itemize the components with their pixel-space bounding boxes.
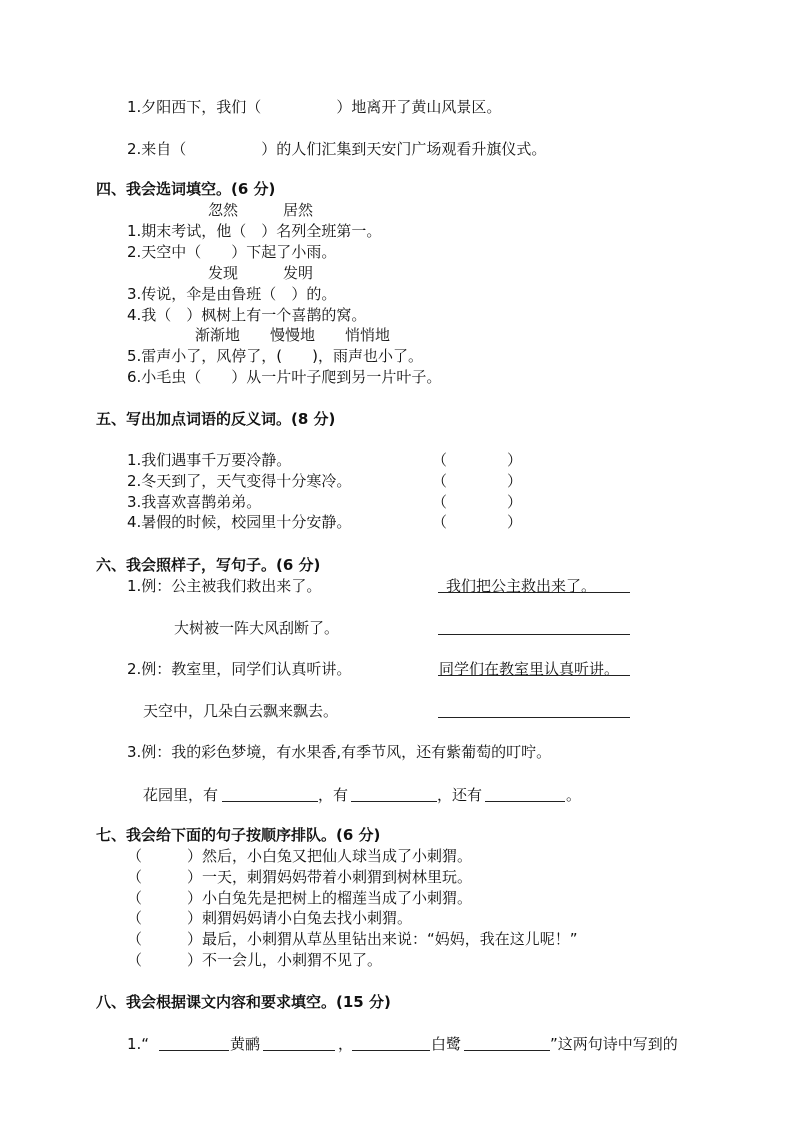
s5-question-1: 1.我们遇事千万要冷静。 bbox=[127, 451, 292, 469]
s4-word-choices-3: 渐渐地 慢慢地 悄悄地 bbox=[195, 326, 391, 344]
s4-question-6: 6.小毛虫（ ）从一片叶子爬到另一片叶子。 bbox=[127, 368, 442, 386]
s6-fill-part-b: ，有 bbox=[318, 786, 349, 804]
section-8-title: 八、我会根据课文内容和要求填空。(15 分) bbox=[96, 993, 391, 1011]
s4-word-choices-2: 发现 发明 bbox=[208, 264, 314, 282]
s6-example-1: 1.例：公主被我们救出来了。 bbox=[127, 577, 322, 595]
s8-q1-part-d: 白鹭 bbox=[431, 1035, 462, 1053]
s4-question-4: 4.我（ ）枫树上有一个喜鹊的窝。 bbox=[127, 306, 367, 324]
s6-example-2-answer: 同学们在教室里认真听讲。 bbox=[439, 660, 620, 678]
s5-question-4: 4.暑假的时候，校园里十分安静。 bbox=[127, 513, 352, 531]
section-4-title: 四、我会选词填空。(6 分) bbox=[96, 180, 276, 198]
s5-question-3: 3.我喜欢喜鹊弟弟。 bbox=[127, 493, 262, 511]
s8-q1-part-b: 黄鹂 bbox=[230, 1035, 261, 1053]
s6-fill-blank-3[interactable] bbox=[485, 801, 565, 802]
s6-fill-blank-1[interactable] bbox=[222, 801, 318, 802]
s7-item-1: （ ）然后，小白兔又把仙人球当成了小刺猬。 bbox=[127, 847, 473, 865]
s8-q1-part-c: ， bbox=[338, 1035, 354, 1053]
s7-item-2: （ ）一天，刺猬妈妈带着小刺猬到树林里玩。 bbox=[127, 868, 473, 886]
s6-fill-part-a: 花园里，有 bbox=[143, 786, 219, 804]
s5-answer-paren-4: （ ） bbox=[432, 513, 523, 531]
s6-example-2-answer-line bbox=[438, 675, 630, 676]
s8-q1-part-a: 1.“ bbox=[127, 1035, 150, 1053]
s6-fill-part-c: ，还有 bbox=[437, 786, 483, 804]
s8-q1-part-e: ”这两句诗中写到的 bbox=[550, 1035, 678, 1053]
s4-word-choices-1: 忽然 居然 bbox=[208, 201, 314, 219]
section-7-title: 七、我会给下面的句子按顺序排队。(6 分) bbox=[96, 826, 381, 844]
s5-question-2: 2.冬天到了，天气变得十分寒冷。 bbox=[127, 472, 352, 490]
s6-fill-blank-2[interactable] bbox=[351, 801, 437, 802]
s7-item-4: （ ）刺猬妈妈请小白兔去找小刺猬。 bbox=[127, 909, 413, 927]
s7-item-3: （ ）小白兔先是把树上的榴莲当成了小刺猬。 bbox=[127, 889, 473, 907]
section-6-title: 六、我会照样子，写句子。(6 分) bbox=[96, 556, 321, 574]
s6-prompt-2: 天空中，几朵白云飘来飘去。 bbox=[143, 702, 339, 720]
s6-example-1-answer-line bbox=[438, 592, 630, 593]
s3-question-2: 2.来自（ ）的人们汇集到天安门广场观看升旗仪式。 bbox=[127, 140, 547, 158]
s4-question-5: 5.雷声小了，风停了，( )，雨声也小了。 bbox=[127, 347, 424, 365]
s6-example-2: 2.例：教室里，同学们认真听讲。 bbox=[127, 660, 352, 678]
s7-item-5: （ ）最后，小刺猬从草丛里钻出来说：“妈妈，我在这儿呢！” bbox=[127, 930, 578, 948]
s6-answer-line-1[interactable] bbox=[438, 634, 630, 635]
section-5-title: 五、写出加点词语的反义词。(8 分) bbox=[96, 410, 336, 428]
s6-example-3: 3.例：我的彩色梦境，有水果香,有季节风，还有紫葡萄的叮咛。 bbox=[127, 743, 552, 761]
s4-question-1: 1.期末考试，他（ ）名列全班第一。 bbox=[127, 222, 382, 240]
s4-question-2: 2.天空中（ ）下起了小雨。 bbox=[127, 243, 337, 261]
s4-question-3: 3.传说，伞是由鲁班（ ）的。 bbox=[127, 285, 337, 303]
s8-q1-blank-3[interactable] bbox=[352, 1050, 430, 1051]
s8-q1-blank-1[interactable] bbox=[159, 1050, 229, 1051]
s5-answer-paren-2: （ ） bbox=[432, 472, 523, 490]
s3-question-1: 1.夕阳西下，我们（ ）地离开了黄山风景区。 bbox=[127, 98, 502, 116]
s6-example-1-answer: 我们把公主救出来了。 bbox=[446, 577, 597, 595]
s5-answer-paren-3: （ ） bbox=[432, 493, 523, 511]
s7-item-6: （ ）不一会儿，小刺猬不见了。 bbox=[127, 951, 383, 969]
s8-q1-blank-2[interactable] bbox=[263, 1050, 335, 1051]
s8-q1-blank-4[interactable] bbox=[464, 1050, 550, 1051]
s5-answer-paren-1: （ ） bbox=[432, 451, 523, 469]
s6-answer-line-2[interactable] bbox=[438, 717, 630, 718]
s6-fill-part-d: 。 bbox=[566, 786, 582, 804]
s6-prompt-1: 大树被一阵大风刮断了。 bbox=[174, 619, 340, 637]
